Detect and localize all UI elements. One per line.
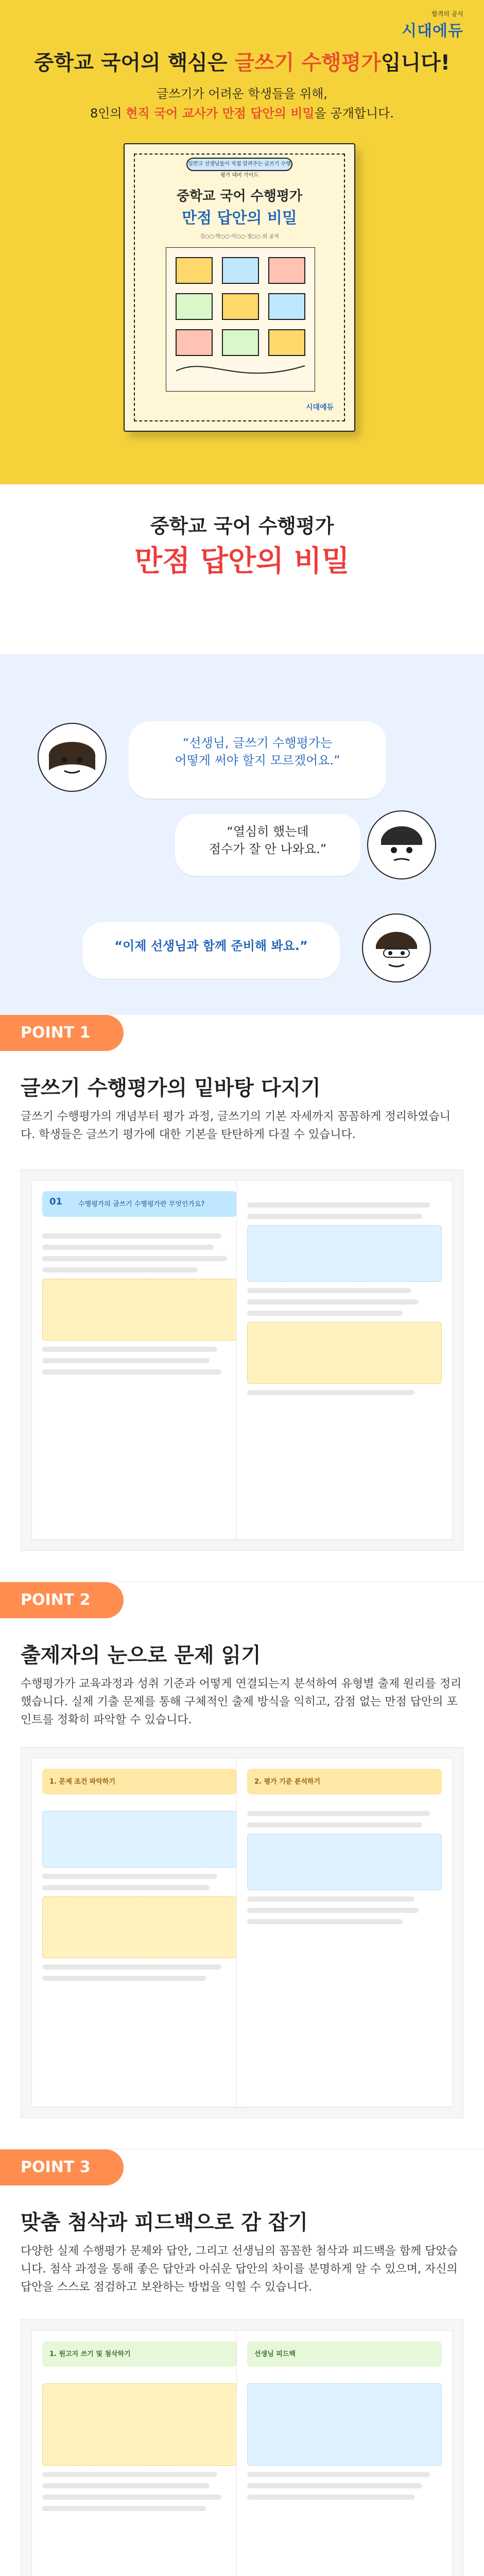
headline-suffix: 입니다! xyxy=(381,51,451,75)
text-line xyxy=(42,2495,221,2500)
manuscript-grid xyxy=(42,2383,237,2466)
book-title-line2: 만점 답안의 비밀 xyxy=(182,209,297,227)
top-brand xyxy=(402,9,463,41)
point-1-left-head xyxy=(42,1191,237,1217)
table-box xyxy=(247,1834,442,1890)
text-line xyxy=(42,2483,210,2488)
question-line1: “선생님, 글쓰기 수행평가는 xyxy=(182,736,333,750)
point-1-desc: 글쓰기 수행평가의 개념부터 평가 과정, 글쓰기의 기본 자세까지 꼼꼼하게 정리하였습니다. 학생들은 글쓰기 평가에 대한 기본을 탄탄하게 다질 수 있습니다. xyxy=(21,1110,451,1142)
point-1-left-lines xyxy=(42,1227,237,1529)
text-line xyxy=(42,1245,214,1250)
point-2-section xyxy=(0,1582,484,2149)
point-2-desc: 수행평가가 교육과정과 성취 기준과 어떻게 연결되는지 분석하여 유형별 출제 원리를 정리했습니다. 실제 기출 문제를 통해 구체적인 출제 방식을 익히고, 감점 없는 만점 답안의 포인트를 정확히 파악할 수 있습니다. xyxy=(21,1677,462,1727)
point-1-left-page xyxy=(31,1180,248,1540)
point-3-right-heading: 선생님 피드백 xyxy=(254,2350,296,2358)
point-3-left-page xyxy=(31,2330,248,2576)
point-2-right-page xyxy=(236,1758,453,2107)
text-line xyxy=(42,1976,206,1981)
text-line xyxy=(42,2506,206,2511)
text-line xyxy=(247,1811,430,1816)
hero-title-large: 만점 답안의 비밀 xyxy=(134,545,350,578)
text-line xyxy=(247,1919,403,1924)
book-authors: 김○○·박○○·이○○·정○○ 외 공저 xyxy=(200,234,279,240)
text-line xyxy=(247,1908,419,1913)
text-line xyxy=(42,1256,227,1261)
condition-box xyxy=(42,1811,237,1868)
hero-title-small: 중학교 국어 수행평가 xyxy=(150,515,334,537)
text-line xyxy=(42,1358,210,1363)
hero-section xyxy=(0,0,484,654)
question-line2: 어떻게 써야 할지 모르겠어요.” xyxy=(175,753,340,768)
book-cover xyxy=(124,143,355,432)
point-3-left-heading: 1. 원고지 쓰기 및 첨삭하기 xyxy=(49,2350,131,2358)
hero-copy xyxy=(0,46,484,124)
highlight-box xyxy=(247,1322,442,1384)
student-girl-avatar xyxy=(36,721,108,793)
text-line xyxy=(247,2472,430,2477)
headline-prefix: 중학교 국어의 핵심은 xyxy=(33,51,235,75)
feedback-box xyxy=(247,2383,442,2466)
point-2-spread xyxy=(21,1747,463,2118)
point-3-section xyxy=(0,2149,484,2576)
text-line xyxy=(247,2495,414,2500)
book-badge: 시대에듀 xyxy=(305,403,334,412)
text-line xyxy=(42,1369,221,1375)
text-line xyxy=(247,1822,422,1827)
text-line xyxy=(247,1896,414,1902)
hero-sub2 xyxy=(0,104,484,123)
student-girl-icon xyxy=(36,721,108,793)
point-1-chapter: 01 xyxy=(49,1196,63,1207)
text-line xyxy=(247,1311,403,1316)
point-1-right-page xyxy=(236,1180,453,1540)
point-2-left-lines xyxy=(42,1805,237,2096)
text-line xyxy=(42,1267,198,1273)
point-2-right-lines xyxy=(247,1805,442,2096)
brand-small-text: 합격의 공식 xyxy=(431,10,463,18)
concern-bubble xyxy=(175,814,360,876)
point-1-heading: 수행평가의 글쓰기 수행평가란 무엇인가요? xyxy=(78,1200,205,1208)
text-line xyxy=(42,1964,221,1970)
info-box xyxy=(247,1225,442,1282)
teacher-icon xyxy=(360,912,433,984)
hero-sub2-accent: 현직 국어 교사가 만점 답안의 비밀 xyxy=(126,106,315,121)
book-title-line1: 중학교 국어 수행평가 xyxy=(176,189,303,204)
hero-sub2-suffix: 을 공개합니다. xyxy=(314,106,394,121)
point-1-spread xyxy=(21,1170,463,1551)
point-2-right-heading: 2. 평가 기준 분석하기 xyxy=(254,1778,321,1786)
text-line xyxy=(247,1390,414,1395)
text-line xyxy=(247,1288,411,1293)
point-1-section xyxy=(0,1015,484,1582)
text-line xyxy=(247,1214,422,1219)
headline-accent: 글쓰기 수행평가 xyxy=(234,51,381,75)
text-line xyxy=(42,1347,217,1352)
book-illustration xyxy=(166,247,315,392)
point-3-left-head xyxy=(42,2341,237,2367)
teacher-answer-bubble: “이제 선생님과 함께 준비해 봐요.” xyxy=(82,922,340,979)
point-2-right-head xyxy=(247,1769,442,1794)
text-line xyxy=(42,1885,210,1890)
point-2-left-heading: 1. 문제 조건 파악하기 xyxy=(49,1778,116,1786)
point-3-badge: POINT 3 xyxy=(0,2149,124,2185)
point-2-left-page xyxy=(31,1758,248,2107)
point-2-badge: POINT 2 xyxy=(0,1582,124,1618)
point-3-right-lines xyxy=(247,2377,442,2576)
text-line xyxy=(247,1299,419,1304)
hero-sub1: 글쓰기가 어려운 학생들을 위해, xyxy=(157,87,327,101)
teacher-avatar xyxy=(360,912,433,984)
text-line xyxy=(42,2472,217,2477)
point-2-left-head xyxy=(42,1769,237,1794)
brand-large-text: 시대에듀 xyxy=(402,22,463,40)
text-line xyxy=(247,2483,422,2488)
highlight-box xyxy=(42,1279,237,1341)
point-3-left-lines xyxy=(42,2377,237,2576)
point-1-badge: POINT 1 xyxy=(0,1015,124,1051)
point-3-title: 맞춤 첨삭과 피드백으로 감 잡기 xyxy=(21,2211,308,2234)
point-1-right-lines xyxy=(247,1196,442,1529)
text-line xyxy=(247,1202,430,1208)
student-boy-icon xyxy=(366,809,438,881)
criteria-box xyxy=(42,1896,237,1958)
point-3-spread xyxy=(21,2319,463,2576)
concern-line2: 점수가 잘 안 나와요.” xyxy=(209,841,327,856)
question-bubble xyxy=(129,721,386,799)
point-2-title: 출제자의 눈으로 문제 읽기 xyxy=(21,1643,261,1667)
book-banner: 일반고 선생님들이 직접 알려주는 글쓰기 수행평가 대비 가이드 xyxy=(186,158,292,171)
hero-sub2-prefix: 8인의 xyxy=(90,106,126,121)
text-line xyxy=(42,1233,221,1239)
point-1-title: 글쓰기 수행평가의 밑바탕 다지기 xyxy=(21,1076,321,1100)
dialog-section xyxy=(0,654,484,1015)
text-line xyxy=(42,1874,217,1879)
hero-subtext xyxy=(0,84,484,124)
student-boy-avatar xyxy=(366,809,438,881)
point-3-right-head xyxy=(247,2341,442,2367)
hero-headline xyxy=(0,46,484,76)
point-3-desc: 다양한 실제 수행평가 문제와 답안, 그리고 선생님의 꼼꼼한 첨삭과 피드백을 함께 담았습니다. 첨삭 과정을 통해 좋은 답안과 아쉬운 답안의 차이를 분명하게 알 수 있으며, 자신의 답안을 스스로 점검하고 보완하는 방법을 익힐 수 있습니다. xyxy=(21,2245,458,2294)
point-3-right-page xyxy=(236,2330,453,2576)
concern-line1: “열심히 했는데 xyxy=(227,824,309,839)
